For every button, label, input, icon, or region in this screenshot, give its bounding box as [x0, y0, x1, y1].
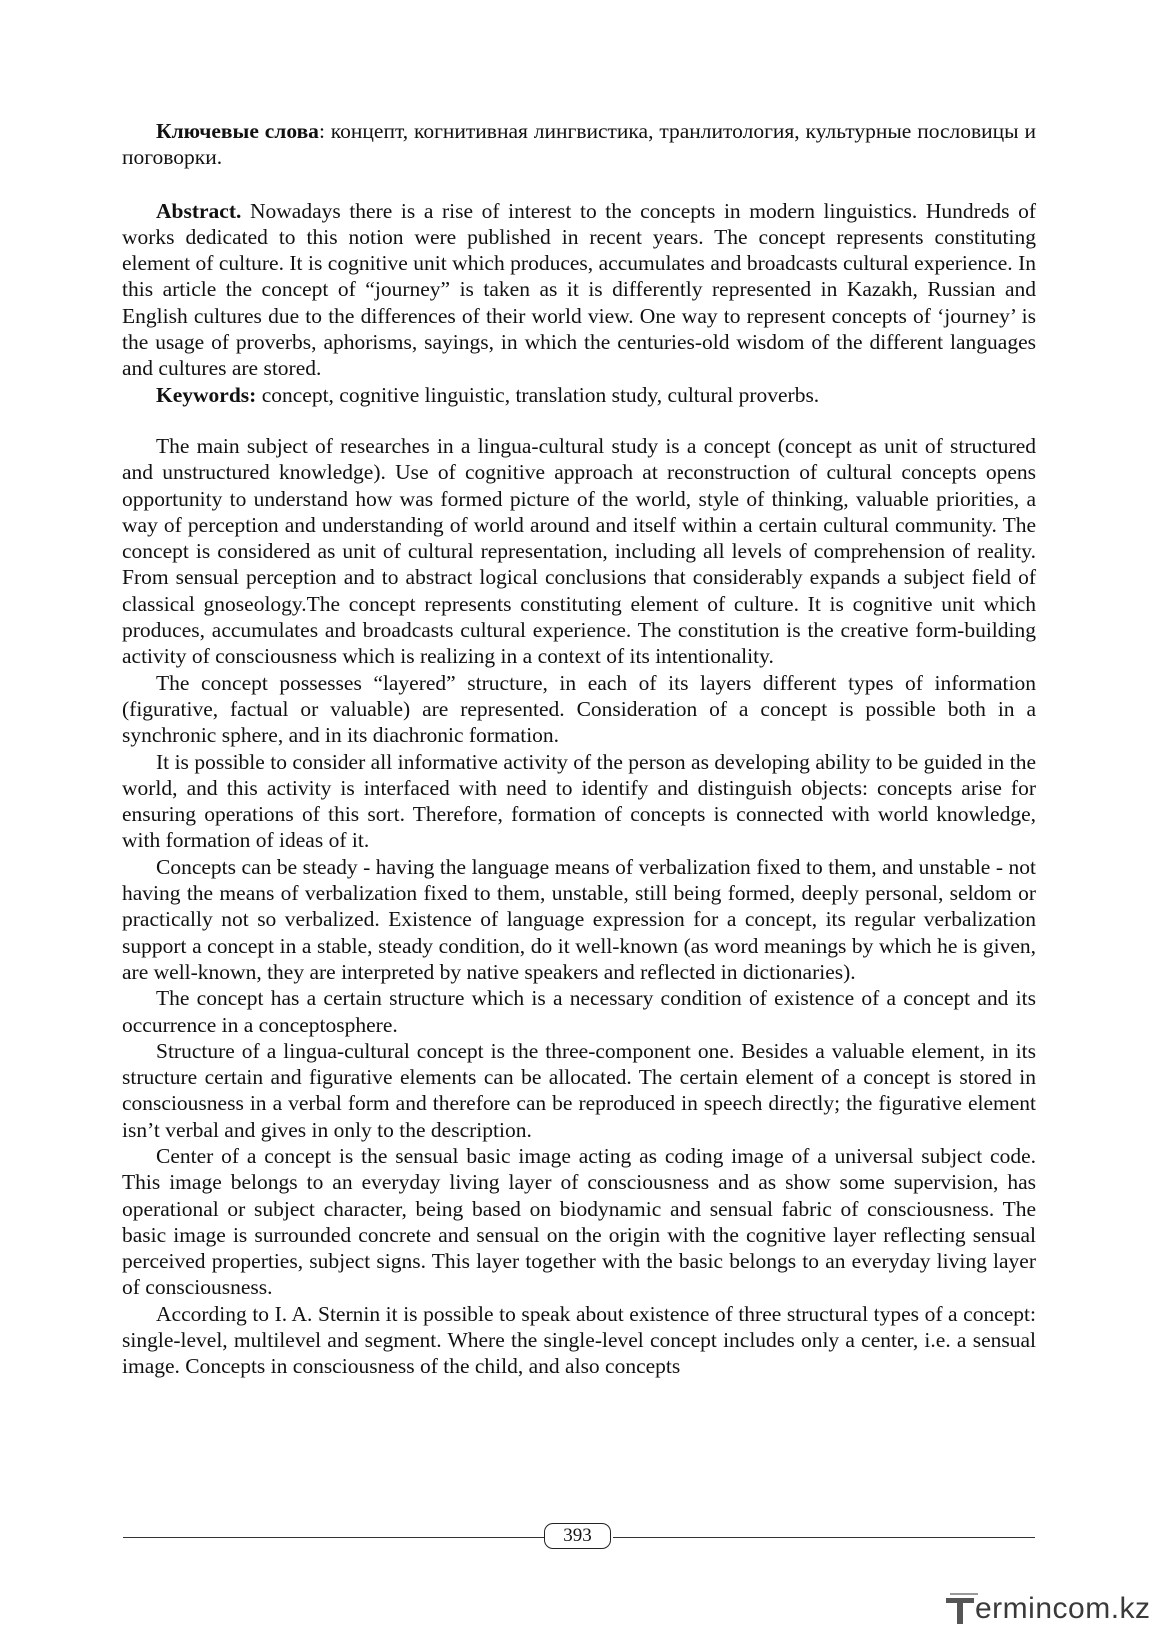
abstract-text: Nowadays there is a rise of interest to the concepts in modern linguistics. Hundreds of works dedicated to this notion were published in recent years. The concept represents constituting element of culture. It is cognitive unit which produces, accumulates and broadcasts cultural experience. In this article the concept of “journey” is taken as it is differently represented in Kazakh, Russian and English cultures due to the differences of their world view. One way to represent concepts of ‘journey’ is the usage of proverbs, aphorisms, sayings, in which the centuries-old wisdom of the different languages and cultures are stored.: [122, 198, 1036, 381]
keywords-en-text: concept, cognitive linguistic, translation study, cultural proverbs.: [256, 382, 820, 407]
body-paragraph: According to I. A. Sternin it is possible to speak about existence of three structural types of a concept: single-level, multilevel and segment. Where the single-level concept includes only a center, i.e. a sensual image. Concepts in consciousness of the child, and also concepts: [122, 1301, 1036, 1379]
body-paragraph: The concept has a certain structure which is a necessary condition of existence of a concept and its occurrence in a conceptosphere.: [122, 986, 1036, 1037]
page-number: 393: [544, 1523, 611, 1549]
body-paragraph: Structure of a lingua-cultural concept is the three-component one. Besides a valuable element, in its structure certain and figurative elements can be allocated. The certain element of a concept is stored in consciousness in a verbal form and therefore can be reproduced in speech directly; the figurative element isn’t verbal and gives in only to the description.: [122, 1038, 1036, 1142]
abstract-label: Abstract.: [156, 198, 242, 223]
body-paragraph: The concept possesses “layered” structure, in each of its layers different types of information (figurative, factual or valuable) are represented. Consideration of a concept is possible both in a synchronic sphere, and in its diachronic formation.: [122, 670, 1036, 748]
article-page: [122, 118, 1036, 1380]
footer-rule-left: [123, 1537, 544, 1538]
body-paragraph: It is possible to consider all informative activity of the person as developing ability to be guided in the world, and this activity is interfaced with need to identify and distinguish objects: concepts arise for ensuring operations of this sort. Therefore, formation of concepts is connected with world knowledge, with formation of ideas of it.: [122, 749, 1036, 853]
body-paragraph: The main subject of researches in a lingua-cultural study is a concept (concept as unit of structured and unstructured knowledge). Use of cognitive approach at reconstruction of cultural concepts opens opportunity to understand how was formed picture of the world, style of thinking, valuable priorities, a way of perception and understanding of world around and itself within a certain cultural community. The concept is considered as unit of cultural representation, including all levels of comprehension of reality. From sensual perception and to abstract logical conclusions that considerably expands a subject field of classical gnoseology.The concept represents constituting element of culture. It is cognitive unit which produces, accumulates and broadcasts cultural experience. The constitution is the creative form-building activity of consciousness which is realizing in a context of its intentionality.: [122, 433, 1036, 669]
body-paragraph: Center of a concept is the sensual basic image acting as coding image of a universal subject code. This image belongs to an everyday living layer of consciousness and as show some supervision, has operational or subject character, being based on biodynamic and sensual fabric of consciousness. The basic image is surrounded concrete and sensual on the origin with the cognitive layer reflecting sensual perceived properties, subject signs. This layer together with the basic belongs to an everyday living layer of consciousness.: [122, 1143, 1036, 1300]
keywords-ru-label: Ключевые слова: [156, 119, 319, 143]
watermark-text: ermincom.kz: [975, 1592, 1151, 1625]
abstract-paragraph: [122, 198, 1036, 382]
watermark-logo: [944, 1590, 1151, 1632]
keywords-ru-paragraph: [122, 118, 1036, 171]
body-paragraph: Concepts can be steady - having the language means of verbalization fixed to them, and unstable - not having the means of verbalization fixed to them, unstable, still being formed, deeply personal, seldom or practically not so verbalized. Existence of language expression for a concept, its regular verbalization support a concept in a stable, steady condition, do it well-known (as word meanings by which he is given, are well-known, they are interpreted by native speakers and reflected in dictionaries).: [122, 854, 1036, 984]
footer-rule-right: [613, 1537, 1035, 1538]
keywords-ru-text: : концепт, когнитивная лингвистика, транлитология, культурные пословицы и поговорки.: [122, 119, 1036, 170]
keywords-en-paragraph: [122, 382, 1036, 408]
keywords-en-label: Keywords:: [156, 382, 257, 407]
